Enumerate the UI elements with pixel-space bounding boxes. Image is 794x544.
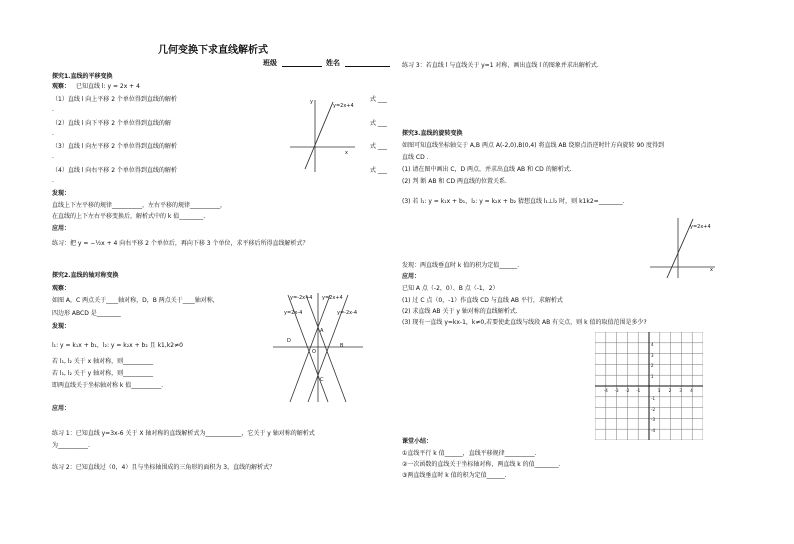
- graph2-label-4: y=-2x-4: [337, 310, 358, 316]
- section2-text2: 四边形 ABCD 是________: [52, 310, 121, 317]
- grid-y-tick-label: -3: [651, 417, 655, 423]
- discover1-line1: 直线上下左平移的规律__________，左右平移的规律__________，: [52, 202, 227, 209]
- graph2-point-b: B: [340, 343, 344, 349]
- grid-x-tick-label: -3: [614, 388, 619, 393]
- grid-x-tick-label: 4: [690, 388, 693, 393]
- section2-title: 探究2.直线的轴对称变换: [52, 272, 119, 279]
- section3-observe-text2: 直线 CD .: [402, 154, 429, 161]
- graph3-x-axis-label: x: [710, 267, 713, 273]
- practice1c: 为__________.: [52, 442, 90, 449]
- graph-axis-symmetry: [268, 290, 368, 405]
- apply2-label: 应用：: [52, 405, 71, 412]
- section1-observe-label: 观察：: [52, 83, 71, 90]
- section2-rule-x: 若 l₁, l₂ 关于 x 轴对称，则__________: [52, 358, 154, 365]
- grid-x-tick-label: 2: [668, 388, 672, 393]
- summary-title: 课堂小结：: [402, 438, 433, 445]
- grid-x-tick-label: 1: [657, 388, 661, 393]
- graph2-point-d: D: [287, 338, 291, 344]
- dot: .: [52, 130, 54, 137]
- practice3: 练习 3：若直线 l 与直线关于 y=1 对称，画出直线 l 的图象并求出解析式.: [402, 62, 599, 69]
- dot: .: [52, 177, 54, 184]
- graph1-y-axis-label: y: [310, 99, 313, 105]
- apply3-q3: (3) 现有一直线 y=kx-1，k≠0,若要使此直线与线段 AB 有交点，则 k 值的取值范围是多少?: [402, 319, 647, 326]
- section2-observe-label: 观察：: [52, 285, 71, 292]
- section1-q2: （2）直线 l 向下平移 2 个单位得到直线的解: [52, 120, 171, 127]
- graph2-label-3: y=2x-4: [284, 310, 303, 316]
- grid-y-tick-label: -1: [651, 395, 655, 401]
- grid-y-tick-label: 1: [651, 374, 654, 380]
- grid-x-tick-label: -1: [636, 388, 641, 393]
- answer-blank-4[interactable]: 式 ___: [370, 167, 387, 174]
- section1-q3: （3）直线 l 向左平移 2 个单位得到直线的解析: [52, 143, 177, 150]
- apply1-label: 应用：: [52, 225, 71, 232]
- grid-y-tick-label: 4: [651, 341, 654, 347]
- apply3-given: 已知 A 点（-2，0）、B 点（-1，2）: [402, 285, 499, 292]
- grid-y-tick-label: -2: [651, 406, 655, 412]
- answer-blank-3[interactable]: 式 ___: [370, 143, 387, 150]
- grid-x-tick-label: -4: [603, 388, 608, 393]
- section2-lines: l₁: y = k₁x + b₁，l₂: y = k₂x + b₂ 且 k1,k2≠0: [52, 342, 183, 349]
- discover1-line2: 在直线的上下左右平移变换后，解析式中的 k 值________.: [52, 213, 206, 220]
- grid-y-tick-label: 2: [651, 363, 654, 369]
- page-title: 几何变换下求直线解析式: [158, 45, 268, 56]
- section1-q4: （4）直线 l 向右平移 2 个单位得到直线的解析: [52, 167, 177, 174]
- name-blank[interactable]: [345, 66, 390, 67]
- discover2-label: 发现：: [52, 323, 71, 330]
- coordinate-grid: [595, 332, 703, 440]
- graph2-point-c: C: [320, 377, 324, 383]
- graph1-x-axis-label: x: [345, 150, 348, 156]
- apply3-label: 应用：: [402, 273, 421, 280]
- apply3-q2: (2) 求直线 AB 关于 y 轴对称的直线解析式.: [402, 308, 518, 315]
- section3-title: 探究3.直线的旋转变换: [402, 130, 463, 137]
- summary-2: ②一次函数的直线关于坐标轴对称，两直线 k 的值________.: [402, 461, 561, 468]
- class-label: 班级: [263, 59, 277, 67]
- section1-observe-text: 已知直线 l: y = 2x + 4: [76, 83, 140, 90]
- grid-y-tick-label: 3: [651, 352, 654, 358]
- practice2: 练习 2：已知直线过（0，4）且与坐标轴围成的三角形的面积为 3，直线的解析式？: [52, 464, 276, 471]
- apply3-q1: (1) 过 C 点（0，-1）作直线 CD 与直线 AB 平行，求解析式: [402, 297, 563, 304]
- discover3: 发现：两直线垂直时 k 值的积为定值______.: [402, 262, 520, 269]
- practice1: 练习：把 y = −½x + 4 向右平移 2 个单位后，再向下移 3 个单位，求平移后所得直线解析式？: [52, 240, 309, 247]
- discover1-label: 发现：: [52, 190, 71, 197]
- dot: .: [52, 106, 54, 113]
- graph2-label-1: y=-2x+4: [290, 295, 313, 301]
- section3-q3: (3) 若 l₁: y = k₁x + b₁，l₂: y = k₂x + b₂ 猜想直线 l₁⊥l₂ 时，则 k1k2=________.: [402, 198, 625, 205]
- practice1b: 练习 1：已知直线 y=3x-6 关于 X 轴对称的直线解析式为____________，它关于 y 轴对称的解析式: [52, 430, 315, 437]
- section2-text1: 如图 A，C 两点关于____轴对称，D，B 两点关于____轴对称，: [52, 297, 219, 304]
- section3-q1: (1) 请在图中画出 C，D 两点，并求出直线 AB 和 CD 的解析式.: [402, 166, 572, 173]
- section3-q2: (2) 判 断 AB 和 CD 两直线的位置关系.: [402, 178, 507, 185]
- section3-observe-text1: 如图可知直线坐标轴交于 A,B 两点 A(-2,0),B(0,4) 将直线 AB 绕原点沿逆时针方向旋转 90 度得到: [402, 142, 664, 149]
- class-blank[interactable]: [282, 66, 322, 67]
- summary-3: ③两直线垂直时 k 值的积为定值______.: [402, 472, 507, 479]
- section2-rule-k: 即两直线关于坐标轴对称 k 值__________.: [52, 382, 164, 389]
- section1-q1: （1）直线 l 向上平移 2 个单位得到直线的解析: [52, 96, 177, 103]
- graph1-line-label: y=2x+4: [333, 103, 354, 109]
- answer-blank-2[interactable]: 式 ___: [370, 120, 387, 127]
- name-label: 姓名: [326, 59, 340, 67]
- graph3-line-label: y=2x+4: [690, 224, 711, 230]
- graph2-point-a: A: [320, 328, 324, 334]
- graph2-label-2: y=2x+4: [322, 295, 343, 301]
- section1-title: 探究1.直线的平移变换: [52, 73, 113, 80]
- section2-rule-y: 若 l₁, l₂ 关于 y 轴对称，则__________: [52, 370, 154, 377]
- graph2-origin: O: [312, 349, 316, 355]
- summary-1: ①直线平行 k 值______，直线平移规律__________.: [402, 450, 537, 457]
- grid-x-tick-label: 3: [679, 388, 682, 393]
- dot: .: [52, 153, 54, 160]
- answer-blank-1[interactable]: 式 ___: [370, 96, 387, 103]
- grid-y-tick-label: -4: [651, 428, 655, 434]
- grid-x-tick-label: -2: [625, 388, 630, 393]
